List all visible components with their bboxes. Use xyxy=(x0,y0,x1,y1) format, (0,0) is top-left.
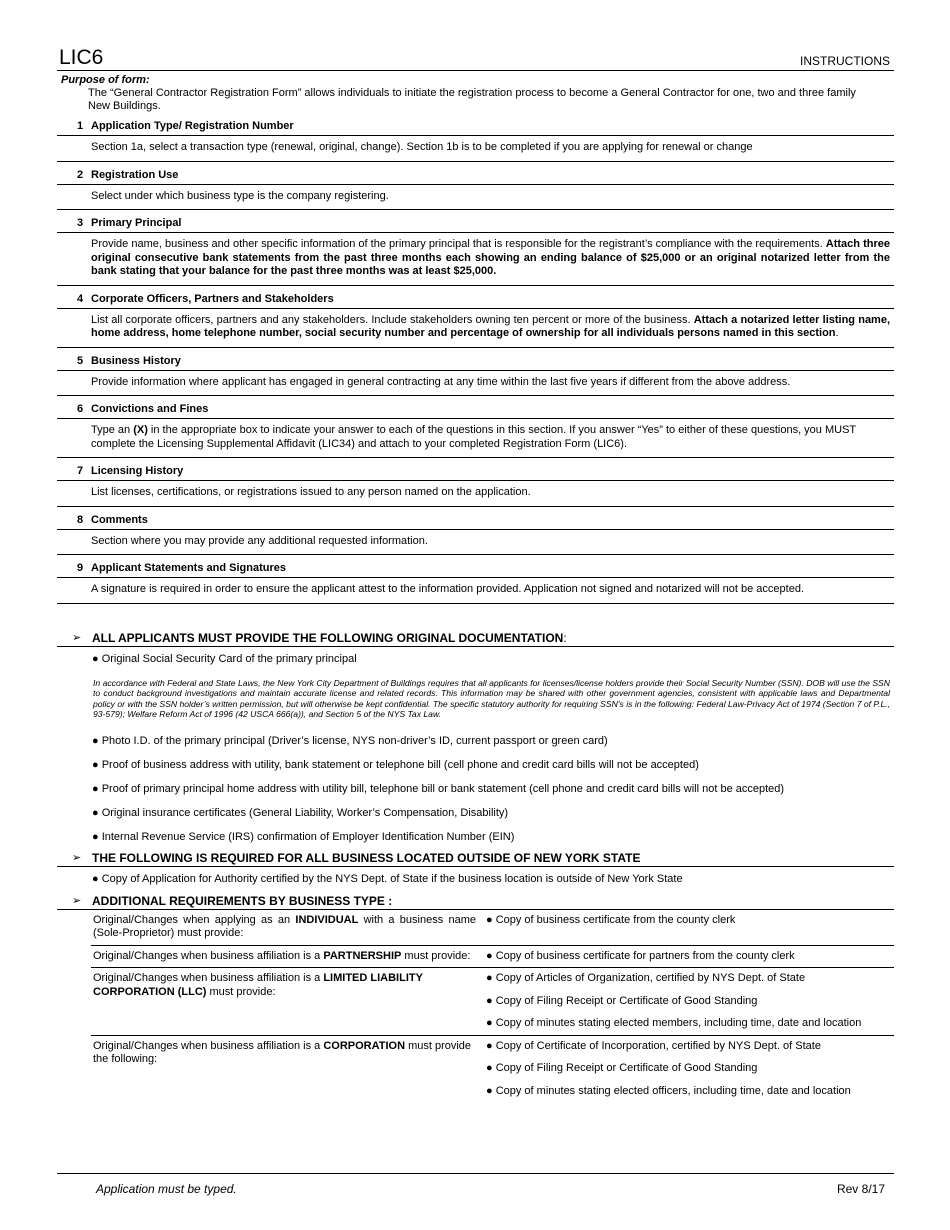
table-row xyxy=(91,968,894,1036)
list-item: ● Copy of Filing Receipt or Certificate of Good Standing xyxy=(486,994,758,1007)
section-text: List licenses, certifications, or registrations issued to any person named on the application. xyxy=(91,486,531,498)
additional-title: ADDITIONAL REQUIREMENTS BY BUSINESS TYPE : xyxy=(92,893,393,908)
section-2-header xyxy=(57,162,894,185)
section-pre: Type an xyxy=(91,424,134,436)
list-item: ● Copy of minutes stating elected officers, including time, date and location xyxy=(486,1084,851,1097)
list-item: ● Copy of Application for Authority certified by the NYS Dept. of State if the business location is outside of New York State xyxy=(92,872,683,885)
section-title: Licensing History xyxy=(91,465,184,477)
section-5-body xyxy=(57,371,894,397)
section-number: 5 xyxy=(77,354,84,367)
section-title: Registration Use xyxy=(91,168,179,181)
list-item: ● Original insurance certificates (General Liability, Worker’s Compensation, Disability) xyxy=(92,806,509,819)
list-item: ● Copy of minutes stating elected members, including time, date and location xyxy=(486,1017,862,1029)
purpose-text: The “General Contractor Registration Form” allows individuals to initiate the registration process to become a General Contractor for one, two and three family New Buildings. xyxy=(88,87,856,112)
section-number: 2 xyxy=(77,168,84,181)
section-text: Section where you may provide any additional requested information. xyxy=(91,534,428,547)
section-2-body xyxy=(57,185,894,211)
section-text: Section 1a, select a transaction type (renewal, original, change). Section 1b is to be completed if you are applying for renewal or change xyxy=(91,141,753,153)
business-type-desc: Original/Changes when business affiliation is a PARTNERSHIP must provide: xyxy=(93,949,471,962)
outside-nys-header xyxy=(57,844,894,867)
list-item: ● Copy of business certificate from the county clerk xyxy=(486,913,736,926)
list-item: ● Proof of business address with utility, bank statement or telephone bill (cell phone and credit card bills will not be accepted) xyxy=(92,758,699,771)
list-item: ● Copy of Certificate of Incorporation, certified by NYS Dept. of State xyxy=(486,1039,821,1052)
list-item: ● Photo I.D. of the primary principal (Driver’s license, NYS non-driver’s ID, current passport or green card) xyxy=(92,734,608,747)
business-type-desc: Original/Changes when business affiliation is a LIMITED LIABILITY CORPORATION (LLC) must provide: xyxy=(93,972,423,998)
business-type-table xyxy=(91,910,894,1103)
all-applicants-title: ALL APPLICANTS MUST PROVIDE THE FOLLOWING ORIGINAL DOCUMENTATION: xyxy=(92,630,567,645)
section-bold-text: Attach a notarized letter listing name, home address, home telephone number, social security number and percentage of ownership for all individuals persons named in this section xyxy=(91,313,891,339)
list-item: ● Copy of Articles of Organization, certified by NYS Dept. of State xyxy=(486,972,806,984)
section-title: Applicant Statements and Signatures xyxy=(91,562,286,574)
section-title: Comments xyxy=(91,513,148,526)
section-text: in the appropriate box to indicate your answer to each of the questions in this section. If you answer “Yes” to either of these questions, you MUST complete the Licensing Supplemental Affidavit (LIC34) and attach to your completed Registration Form (LIC6). xyxy=(91,424,856,450)
revision-label: Rev 8/17 xyxy=(836,1182,885,1196)
business-type-desc: Original/Changes when business affiliation is a CORPORATION must provide the following: xyxy=(93,1039,472,1065)
section-number: 7 xyxy=(77,465,84,477)
section-number: 8 xyxy=(77,513,84,526)
section-number: 4 xyxy=(77,292,84,305)
table-row xyxy=(91,946,894,969)
section-3-header xyxy=(57,210,894,233)
section-title: Application Type/ Registration Number xyxy=(91,120,294,132)
list-item: ● Original Social Security Card of the primary principal xyxy=(92,652,357,665)
business-type-desc: Original/Changes when applying as an INDIVIDUAL with a business name (Sole-Proprietor) must provide: xyxy=(93,913,476,939)
outside-nys-title: THE FOLLOWING IS REQUIRED FOR ALL BUSINESS LOCATED OUTSIDE OF NEW YORK STATE xyxy=(92,850,641,865)
instructions-page xyxy=(57,0,894,1102)
section-7-header xyxy=(57,458,894,481)
section-8-body xyxy=(57,530,894,556)
section-4-body xyxy=(57,309,894,348)
section-mark: (X) xyxy=(133,424,148,436)
section-bold-text: Attach three original consecutive bank statements from the past three months each showing an ending balance of $25,000 or an original notarized letter from the bank stating that your balance for the past three months was at least $25,000. xyxy=(91,238,890,277)
section-text: A signature is required in order to ensure the applicant attest to the information provided. Application not signed and notarized will not be accepted. xyxy=(91,583,805,595)
table-row xyxy=(91,910,894,946)
all-applicants-header xyxy=(57,624,894,647)
list-item: ● Copy of business certificate for partners from the county clerk xyxy=(486,949,795,962)
section-4-header xyxy=(57,286,894,309)
list-item: ● Copy of Filing Receipt or Certificate of Good Standing xyxy=(486,1062,758,1074)
section-8-header xyxy=(57,507,894,530)
section-6-body xyxy=(57,419,894,458)
business-type-reqs xyxy=(484,1036,894,1103)
section-3-body xyxy=(57,233,894,286)
arrow-bullet-icon: ➢ xyxy=(72,851,82,864)
section-9-header xyxy=(57,555,894,578)
section-title: Business History xyxy=(91,354,181,367)
section-number: 3 xyxy=(77,217,84,229)
section-5-header xyxy=(57,348,894,371)
list-item: ● Internal Revenue Service (IRS) confirmation of Employer Identification Number (EIN) xyxy=(92,830,515,843)
table-row xyxy=(91,1036,894,1103)
arrow-bullet-icon: ➢ xyxy=(72,894,82,907)
arrow-bullet-icon: ➢ xyxy=(72,631,82,644)
section-text: List all corporate officers, partners and any stakeholders. Include stakeholders owning ten percent or more of the business. xyxy=(91,313,691,326)
business-type-reqs xyxy=(484,968,894,1035)
footer-note: Application must be typed. xyxy=(96,1182,237,1196)
list-item: ● Proof of primary principal home address with utility bill, telephone bill or bank statement (cell phone and credit card bills will not be accepted) xyxy=(92,782,785,795)
page-header xyxy=(57,0,894,71)
page-footer xyxy=(57,1173,894,1196)
purpose-label: Purpose of form: xyxy=(61,74,150,86)
section-title: Corporate Officers, Partners and Stakeholders xyxy=(91,292,334,305)
section-6-header xyxy=(57,396,894,419)
form-id: LIC6 xyxy=(59,46,104,69)
section-tail: . xyxy=(835,327,839,339)
section-1-body xyxy=(57,136,894,162)
section-1-header xyxy=(57,113,894,136)
business-type-reqs xyxy=(484,910,894,945)
section-text: Provide information where applicant has engaged in general contracting at any time within the last five years if different from the above address. xyxy=(91,375,791,388)
section-number: 1 xyxy=(77,120,84,132)
section-7-body xyxy=(57,481,894,507)
section-number: 6 xyxy=(77,403,84,415)
section-text: Select under which business type is the company registering. xyxy=(91,189,389,202)
section-9-body xyxy=(57,578,894,604)
additional-header xyxy=(57,887,894,910)
doc-type: INSTRUCTIONS xyxy=(800,54,890,68)
section-text: Provide name, business and other specific information of the primary principal that is responsible for the registrant’s compliance with the requirements. xyxy=(91,238,823,250)
section-title: Convictions and Fines xyxy=(91,403,209,415)
section-title: Primary Principal xyxy=(91,217,182,229)
section-number: 9 xyxy=(77,562,84,574)
business-type-reqs xyxy=(484,946,894,968)
ssn-notice: In accordance with Federal and State Laws, the New York City Department of Buildings requires that all applicants for licenses/license holders provide their Social Security Number (SSN). DOB will use the SSN to conduct background investigations and maintain accurate license and related records. This information may be shared with other government agencies, consistent with applicable laws and Departmental policy or with the SSN holder’s written permission, but will otherwise be kept confidential. The specific statutory authority for requiring SSN’s is in the following: Federal Law-Privacy Act of 1974 (Section 7 of P.L., 93-579); Welfare Reform Act of 1996 (42 USCA 666(a)), and Section 5 of the NYS Tax Law. xyxy=(93,677,890,719)
